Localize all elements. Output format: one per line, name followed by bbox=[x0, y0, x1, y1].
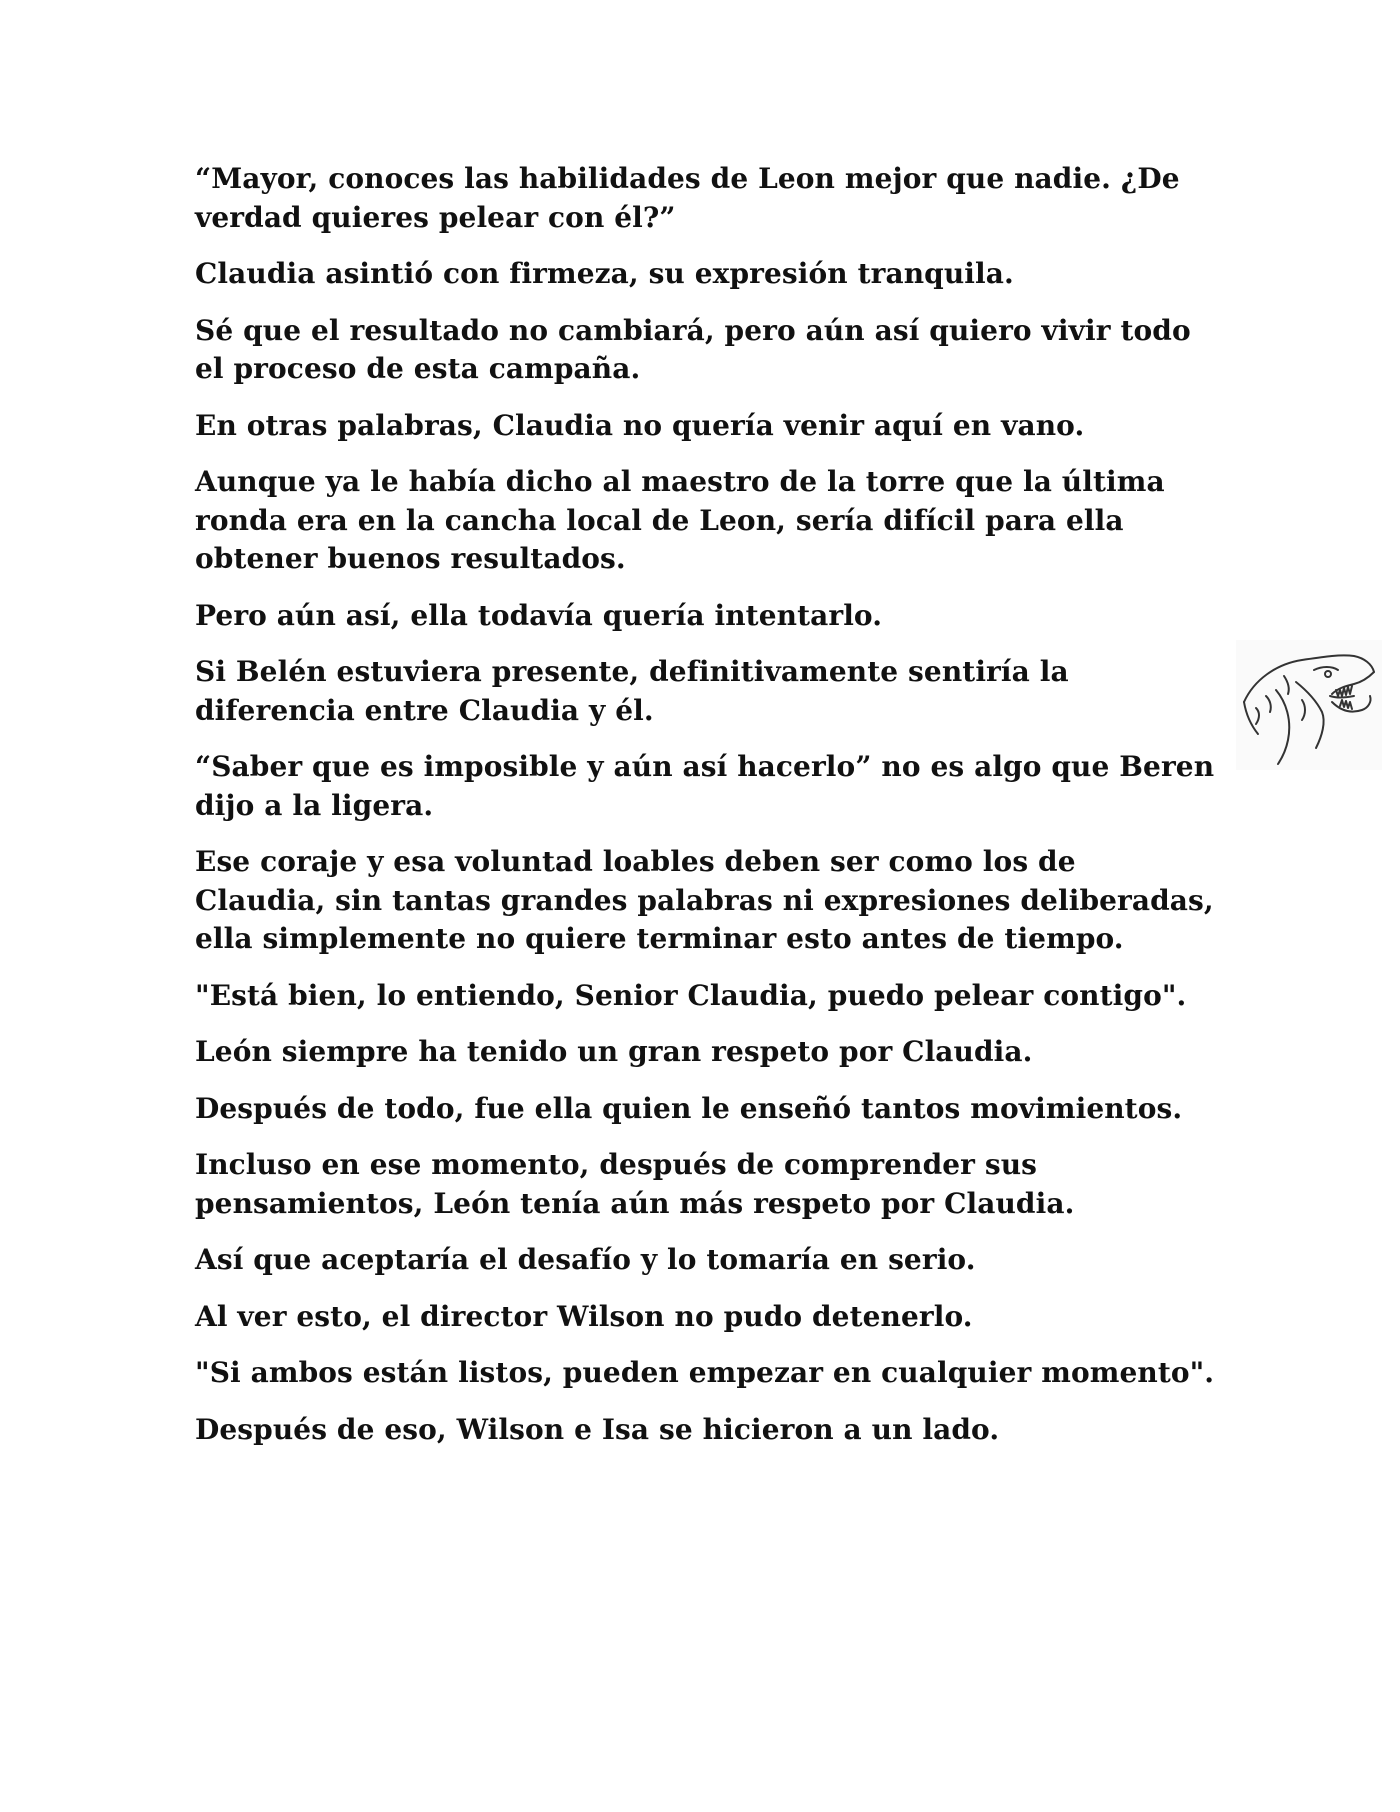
paragraph: Después de todo, fue ella quien le enseñó tantos movimientos. bbox=[195, 1091, 1183, 1125]
paragraph: En otras palabras, Claudia no quería venir aquí en vano. bbox=[195, 408, 1085, 442]
paragraph: Sé que el resultado no cambiará, pero aún así quiero vivir todo el proceso de esta campaña. bbox=[195, 313, 1191, 385]
paragraph: Incluso en ese momento, después de comprender sus pensamientos, León tenía aún más respeto por Claudia. bbox=[195, 1148, 1075, 1220]
paragraph: Si Belén estuviera presente, definitivamente sentiría la diferencia entre Claudia y él. bbox=[195, 655, 1069, 727]
paragraph: "Está bien, lo entiendo, Senior Claudia, puedo pelear contigo". bbox=[195, 978, 1187, 1012]
paragraph: Después de eso, Wilson e Isa se hicieron a un lado. bbox=[195, 1412, 1000, 1446]
paragraph: Pero aún así, ella todavía quería intentarlo. bbox=[195, 598, 883, 632]
paragraph: León siempre ha tenido un gran respeto por Claudia. bbox=[195, 1035, 1033, 1068]
paragraph: Ese coraje y esa voluntad loables deben ser como los de Claudia, sin tantas grandes palabras ni expresiones deliberadas, ella simplemente no quiere terminar esto antes de tiempo. bbox=[195, 845, 1214, 955]
paragraph: Al ver esto, el director Wilson no pudo detenerlo. bbox=[195, 1299, 973, 1333]
dinosaur-head-icon bbox=[1236, 640, 1382, 770]
paragraph: “Mayor, conoces las habilidades de Leon mejor que nadie. ¿De verdad quieres pelear con él?” bbox=[195, 162, 1180, 234]
document-body bbox=[195, 160, 1215, 1467]
paragraph: "Si ambos están listos, pueden empezar en cualquier momento". bbox=[195, 1356, 1215, 1389]
paragraph: Aunque ya le había dicho al maestro de la torre que la última ronda era en la cancha local de Leon, sería difícil para ella obtener buenos resultados. bbox=[195, 465, 1165, 575]
paragraph: Claudia asintió con firmeza, su expresión tranquila. bbox=[195, 257, 1014, 290]
paragraph: “Saber que es imposible y aún así hacerlo” no es algo que Beren dijo a la ligera. bbox=[195, 750, 1215, 822]
paragraph: Así que aceptaría el desafío y lo tomaría en serio. bbox=[195, 1243, 976, 1276]
